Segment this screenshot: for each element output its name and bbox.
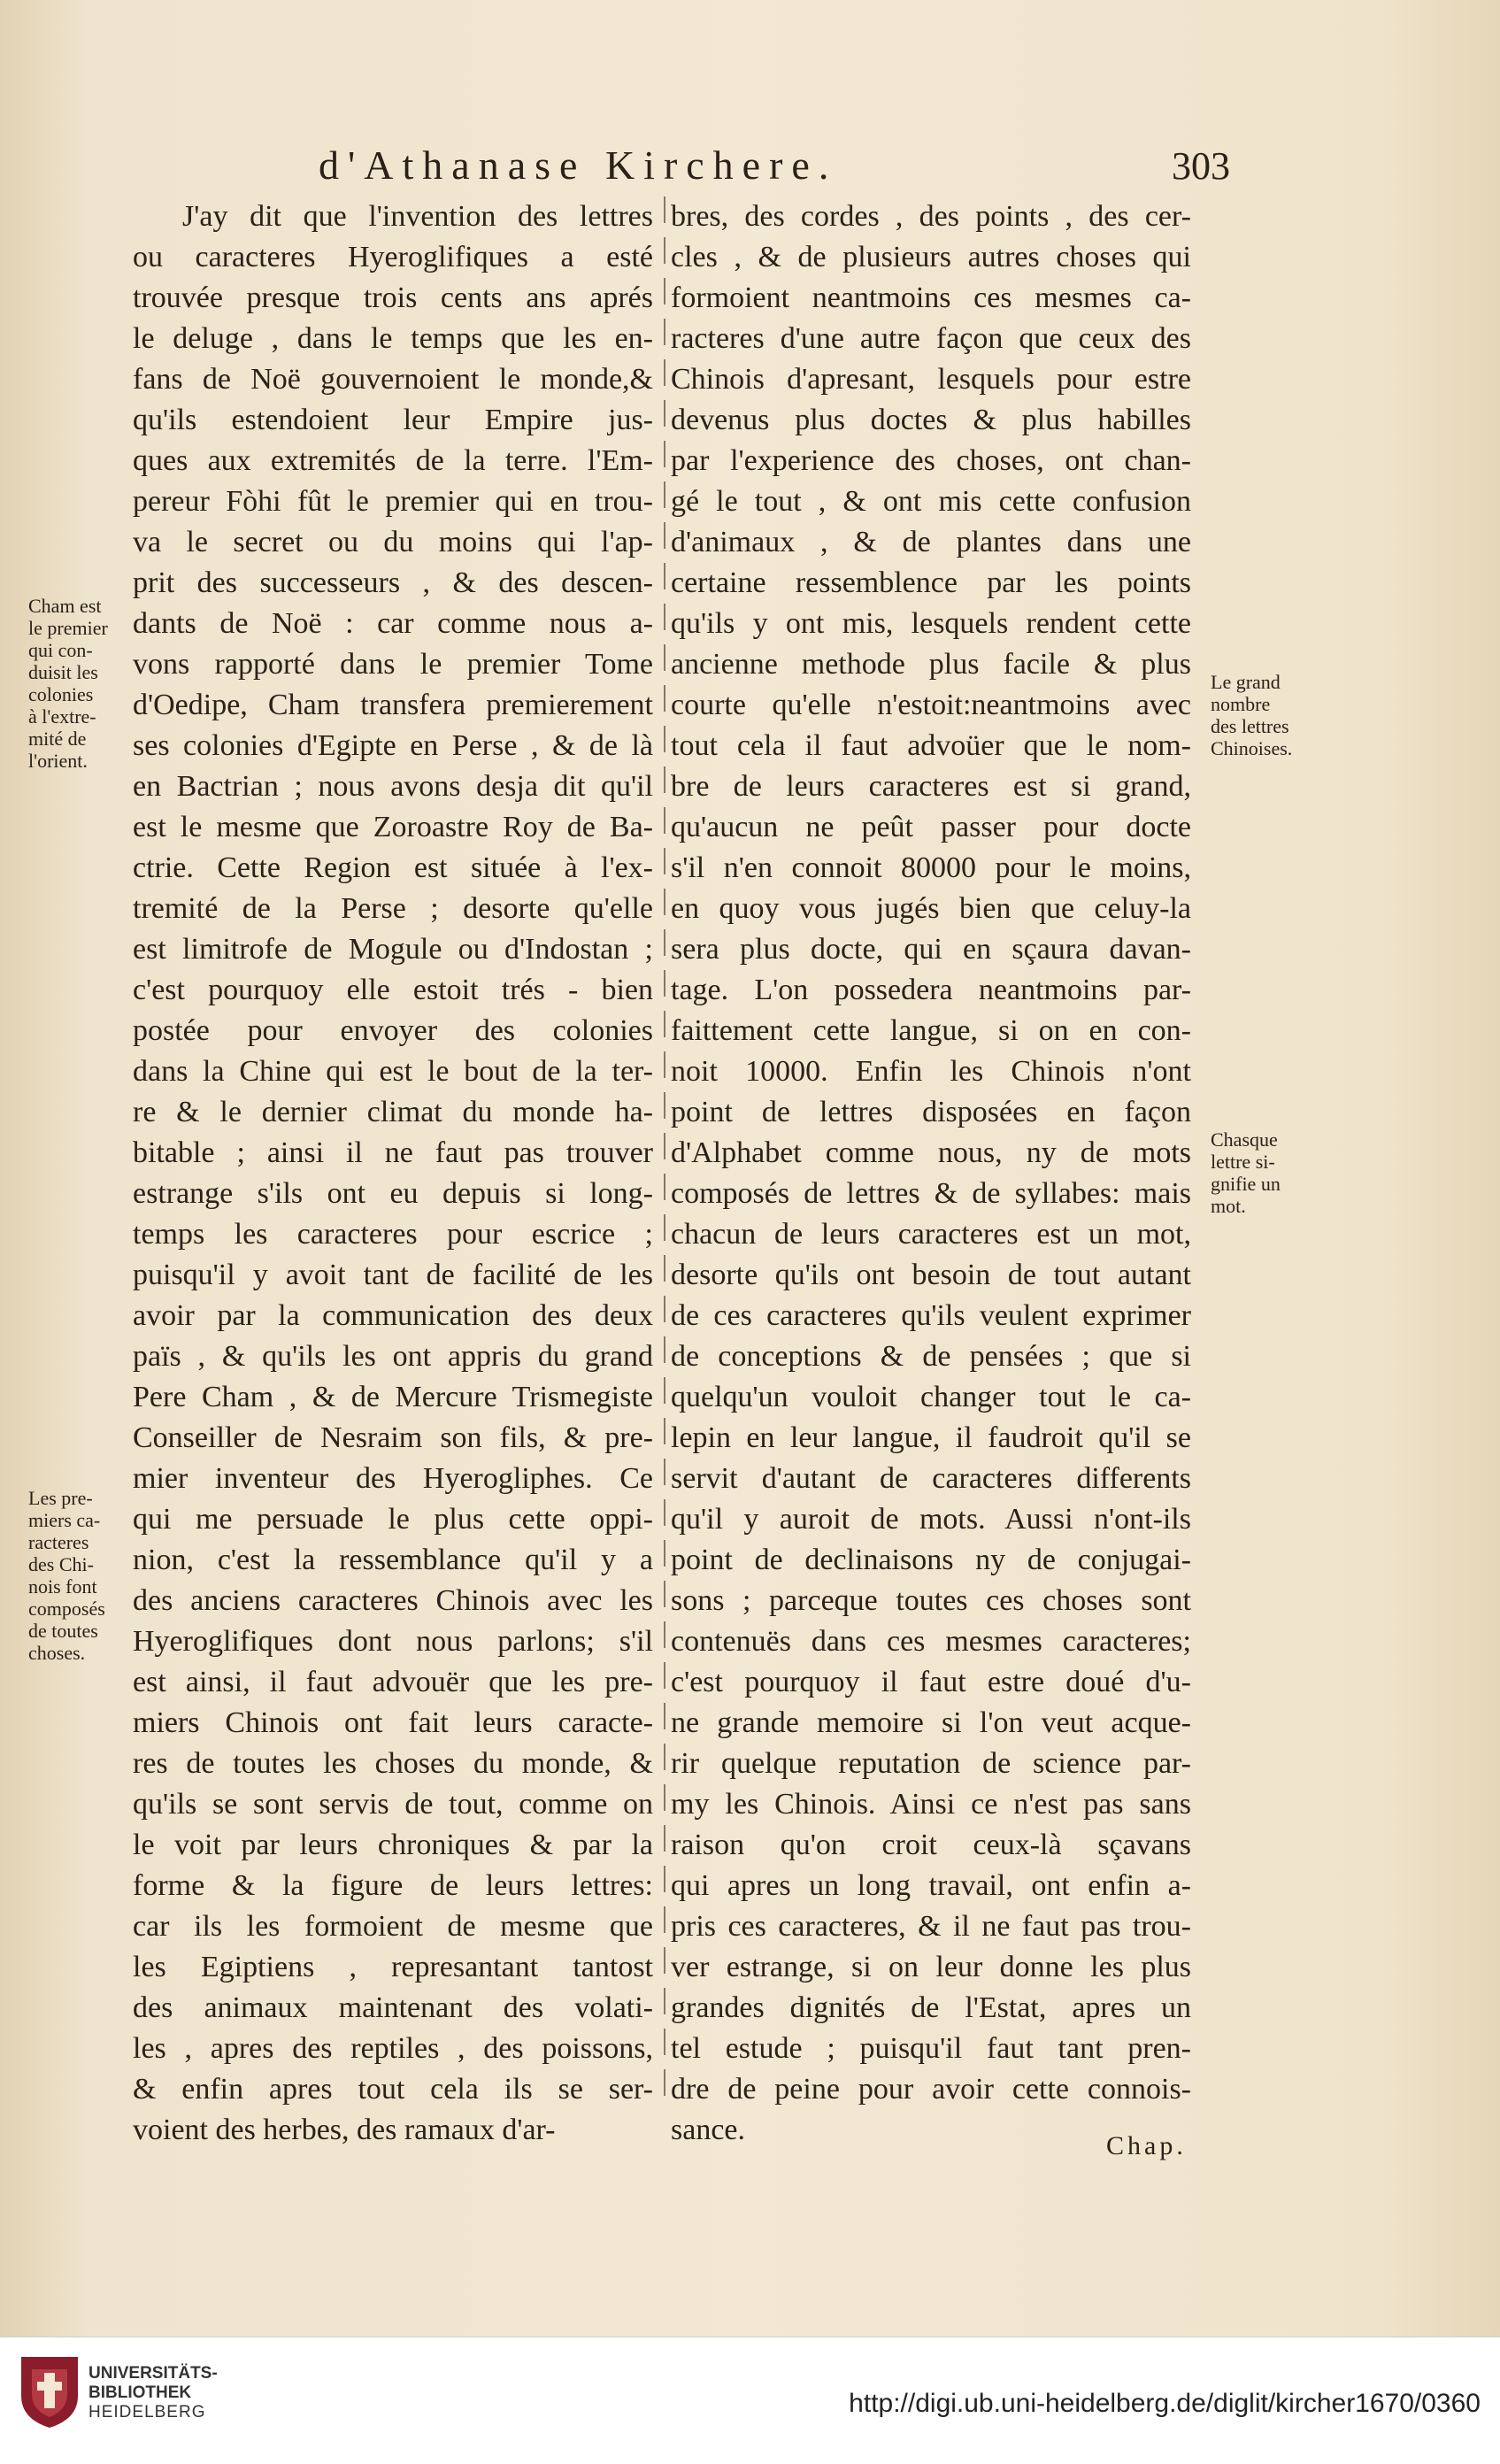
left-column-line: qu'ils estendoient leur Empire jus- [133, 404, 653, 436]
right-column-line: s'il n'en connoit 80000 pour le moins, [671, 851, 1191, 884]
left-column-line: des anciens caracteres Chinois avec les [133, 1584, 653, 1617]
left-column-line: ses colonies d'Egipte en Perse , & de là [133, 729, 653, 762]
margin-note-line: Cham est [28, 595, 102, 617]
margin-note-line: nois font [28, 1575, 97, 1598]
margin-note-cham [28, 595, 108, 772]
margin-note-line: mot. [1211, 1195, 1246, 1217]
right-column-line: sera plus docte, qui en sçaura davan- [671, 933, 1191, 966]
margin-note-line: l'orient. [28, 750, 88, 772]
left-column-line: dants de Noë : car comme nous a- [133, 607, 653, 640]
left-column-line: pereur Fòhi fût le premier qui en trou- [133, 485, 653, 518]
left-column-line: postée pour envoyer des colonies [133, 1014, 653, 1047]
right-column-line: qui apres un long travail, ont enfin a- [671, 1869, 1191, 1902]
margin-note-line: des Chi- [28, 1553, 94, 1575]
left-column-line: voient des herbes, des ramaux d'ar- [133, 2114, 556, 2146]
right-column-line: bres, des cordes , des points , des cer- [671, 200, 1191, 233]
page-number: 303 [1172, 144, 1230, 188]
right-column-line: tel estude ; puisqu'il faut tant pren- [671, 2032, 1191, 2065]
page-header [133, 142, 1230, 204]
right-column-line: racteres d'une autre façon que ceux des [671, 322, 1191, 355]
right-column-line: tout cela il faut advoüer que le nom- [671, 729, 1191, 762]
margin-note-line: le premier [28, 617, 108, 639]
right-column-line: quelqu'un vouloit changer tout le ca- [671, 1381, 1191, 1413]
margin-note-line: Le grand [1211, 671, 1281, 693]
left-column [133, 196, 653, 2151]
margin-note-line: gnifie un [1211, 1173, 1281, 1195]
right-column-line: d'Alphabet comme nous, ny de mots [671, 1136, 1191, 1169]
right-column-line: c'est pourquoy il faut estre doué d'u- [671, 1666, 1191, 1698]
left-column-line: forme & la figure de leurs lettres: [133, 1869, 653, 1902]
margin-note-line: composés [28, 1598, 105, 1620]
right-column-line: faittement cette langue, si on en con- [671, 1014, 1191, 1047]
right-column-line: lepin en leur langue, il faudroit qu'il se [671, 1421, 1191, 1454]
left-column-line: est le mesme que Zoroastre Roy de Ba- [133, 811, 653, 843]
footer-bar [0, 2337, 1500, 2464]
margin-note-line: nombre [1211, 693, 1271, 715]
column-divider [664, 196, 665, 2108]
left-column-line: va le secret ou du moins qui l'ap- [133, 526, 653, 558]
right-column-line: composés de lettres & de syllabes: mais [671, 1177, 1191, 1210]
margin-note-chasque-lettre [1211, 1128, 1281, 1217]
margin-note-line: duisit les [28, 661, 98, 683]
right-column-line: rir quelque reputation de science par- [671, 1747, 1191, 1780]
margin-note-line: racteres [28, 1531, 89, 1553]
left-column-line: qu'ils se sont servis de tout, comme on [133, 1788, 653, 1821]
left-column-line: dans la Chine qui est le bout de la ter- [133, 1055, 653, 1088]
right-column-line: formoient neantmoins ces mesmes ca- [671, 281, 1191, 314]
right-column-line: d'animaux , & de plantes dans une [671, 526, 1191, 558]
right-column-line: courte qu'elle n'estoit:neantmoins avec [671, 689, 1191, 721]
right-column-line: chacun de leurs caracteres est un mot, [671, 1218, 1191, 1251]
right-column-line: tage. L'on possedera neantmoins par- [671, 974, 1191, 1006]
right-column-line: noit 10000. Enfin les Chinois n'ont [671, 1055, 1191, 1088]
right-column-line: qu'aucun ne peût passer pour docte [671, 811, 1191, 843]
left-column-line: d'Oedipe, Cham transfera premierement [133, 689, 653, 721]
left-column-line: Pere Cham , & de Mercure Trismegiste [133, 1381, 653, 1413]
margin-note-line: Chinoises. [1211, 737, 1293, 759]
left-column-line: païs , & qu'ils les ont appris du grand [133, 1340, 653, 1373]
right-column-line: ver estrange, si on leur donne les plus [671, 1951, 1191, 1983]
margin-note-line: à l'extre- [28, 705, 96, 728]
left-column-line: les Egiptiens , represantant tantost [133, 1951, 653, 1983]
left-column-line: le voit par leurs chroniques & par la [133, 1829, 653, 1861]
margin-note-line: Chasque [1211, 1128, 1278, 1151]
right-column-line: certaine ressemblence par les points [671, 566, 1191, 599]
margin-note-line: lettre si- [1211, 1151, 1275, 1173]
left-column-line: Hyeroglifiques dont nous parlons; s'il [133, 1625, 653, 1658]
right-column-line: raison qu'on croit ceux-là sçavans [671, 1829, 1191, 1861]
right-column-line: par l'experience des choses, ont chan- [671, 444, 1191, 477]
left-column-line: vons rapporté dans le premier Tome [133, 648, 653, 681]
left-column-line: ou caracteres Hyeroglifiques a esté [133, 241, 653, 273]
left-column-line: en Bactrian ; nous avons desja dit qu'il [133, 770, 653, 803]
left-column-line: res de toutes les choses du monde, & [133, 1747, 653, 1780]
left-column-line: estrange s'ils ont eu depuis si long- [133, 1177, 653, 1210]
source-url-link[interactable]: http://digi.ub.uni-heidelberg.de/diglit/kircher1670/0360 [849, 2389, 1481, 2418]
catchword: Chap. [1106, 2131, 1187, 2160]
left-column-line: le deluge , dans le temps que les en- [133, 322, 653, 355]
library-line-2: BIBLIOTHEK [88, 2383, 192, 2402]
library-line-3: HEIDELBERG [88, 2403, 206, 2422]
left-column-line: les , apres des reptiles , des poissons, [133, 2032, 653, 2065]
right-column [671, 196, 1191, 2151]
margin-note-line: colonies [28, 683, 94, 705]
university-seal-icon [18, 2352, 81, 2429]
left-column-line: Conseiller de Nesraim son fils, & pre- [133, 1421, 653, 1454]
margin-note-line: mité de [28, 728, 87, 750]
right-column-line: Chinois d'apresant, lesquels pour estre [671, 363, 1191, 396]
left-column-line: & enfin apres tout cela ils se ser- [133, 2073, 653, 2106]
right-column-line: en quoy vous jugés bien que celuy-la [671, 892, 1191, 925]
left-column-line: nion, c'est la ressemblance qu'il y a [133, 1544, 653, 1576]
right-column-line: de ces caracteres qu'ils veulent exprimer [671, 1299, 1191, 1332]
left-column-line: mier inventeur des Hyerogliphes. Ce [133, 1462, 653, 1495]
left-column-line: est limitrofe de Mogule ou d'Indostan ; [133, 933, 653, 966]
right-column-line: sons ; parceque toutes ces choses sont [671, 1584, 1191, 1617]
left-column-line: car ils les formoient de mesme que [133, 1910, 653, 1943]
right-column-line: bre de leurs caracteres est si grand, [671, 770, 1191, 803]
left-column-line: c'est pourquoy elle estoit trés - bien [133, 974, 653, 1006]
left-column-line: fans de Noë gouvernoient le monde,& [133, 363, 653, 396]
left-column-line: prit des successeurs , & des descen- [133, 566, 653, 599]
right-column-line: sance. [671, 2114, 746, 2146]
right-column-line: ne grande memoire si l'on veut acque- [671, 1706, 1191, 1739]
left-column-line: tremité de la Perse ; desorte qu'elle [133, 892, 653, 925]
right-column-line: ancienne methode plus facile & plus [671, 648, 1191, 681]
left-column-line: ctrie. Cette Region est située à l'ex- [133, 851, 653, 884]
margin-note-line: miers ca- [28, 1509, 101, 1531]
right-column-line: gé le tout , & ont mis cette confusion [671, 485, 1191, 518]
left-column-line: trouvée presque trois cents ans aprés [133, 281, 653, 314]
left-column-line: miers Chinois ont fait leurs caracte- [133, 1706, 653, 1739]
library-name [88, 2364, 218, 2422]
left-column-line: puisqu'il y avoit tant de facilité de les [133, 1259, 653, 1291]
right-column-line: point de lettres disposées en façon [671, 1096, 1191, 1128]
right-column-line: grandes dignités de l'Estat, apres un [671, 1991, 1191, 2024]
margin-note-line: des lettres [1211, 715, 1289, 737]
right-column-line: qu'il y auroit de mots. Aussi n'ont-ils [671, 1503, 1191, 1536]
margin-note-line: de toutes [28, 1620, 98, 1642]
running-title: d'Athanase Kirchere. [319, 142, 838, 188]
right-column-line: cles , & de plusieurs autres choses qui [671, 241, 1191, 273]
right-column-line: point de declinaisons ny de conjugai- [671, 1544, 1191, 1576]
margin-note-line: Les pre- [28, 1487, 93, 1509]
left-column-line: des animaux maintenant des volati- [133, 1991, 653, 2024]
right-column-line: my les Chinois. Ainsi ce n'est pas sans [671, 1788, 1191, 1821]
margin-note-line: choses. [28, 1642, 86, 1664]
left-column-line: qui me persuade le plus cette oppi- [133, 1503, 653, 1536]
left-column-line: est ainsi, il faut advouër que les pre- [133, 1666, 653, 1698]
library-line-1: UNIVERSITÄTS- [88, 2364, 218, 2383]
right-column-line: desorte qu'ils ont besoin de tout autant [671, 1259, 1191, 1291]
margin-note-line: qui con- [28, 639, 93, 661]
left-column-line: ques aux extremités de la terre. l'Em- [133, 444, 653, 477]
left-column-line: avoir par la communication des deux [133, 1299, 653, 1332]
left-column-line: bitable ; ainsi il ne faut pas trouver [133, 1136, 653, 1169]
left-column-line: J'ay dit que l'invention des lettres [182, 200, 653, 233]
margin-note-grand-nombre [1211, 671, 1292, 759]
right-column-line: servit d'autant de caracteres differents [671, 1462, 1191, 1495]
right-column-line: dre de peine pour avoir cette connois- [671, 2073, 1191, 2106]
margin-note-premiers-caracteres [28, 1487, 105, 1664]
right-column-line: contenuës dans ces mesmes caracteres; [671, 1625, 1191, 1658]
right-column-line: de conceptions & de pensées ; que si [671, 1340, 1191, 1373]
right-column-line: pris ces caracteres, & il ne faut pas trou- [671, 1910, 1191, 1943]
left-column-line: temps les caracteres pour escrice ; [133, 1218, 653, 1251]
right-column-line: qu'ils y ont mis, lesquels rendent cette [671, 607, 1191, 640]
right-column-line: devenus plus doctes & plus habilles [671, 404, 1191, 436]
left-column-line: re & le dernier climat du monde ha- [133, 1096, 653, 1128]
